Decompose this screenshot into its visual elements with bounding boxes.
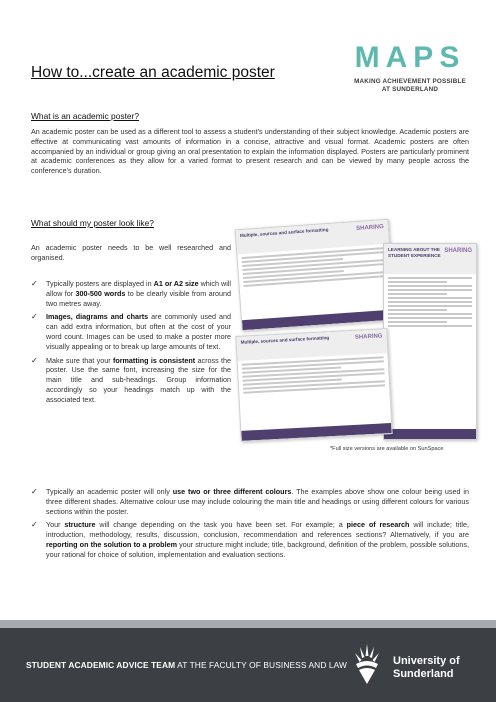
list-item: ✓ Typically an academic poster will only use two or three different colours. The examples above show one colour being used in three different shades. Alternative colour use may include colouring the main title and headings or using different colours for various sections within the poster. <box>31 487 469 516</box>
example-poster-thumbnail: LEARNING ABOUT THE STUDENT EXPERIENCE SHARING <box>383 243 477 440</box>
maps-logo-tagline <box>346 78 474 94</box>
checkmark-icon: ✓ <box>31 279 38 288</box>
university-emblem-icon <box>352 642 382 686</box>
footer-team-label: STUDENT ACADEMIC ADVICE TEAM AT THE FACULTY OF BUSINESS AND LAW <box>26 660 348 670</box>
section1-heading: What is an academic poster? <box>31 111 139 121</box>
maps-logo <box>346 40 474 94</box>
page-title: How to...create an academic poster <box>31 64 275 81</box>
guideline-list <box>31 279 231 409</box>
full-size-note: *Full size versions are available on SunSpace <box>330 446 444 452</box>
checkmark-icon: ✓ <box>31 520 38 530</box>
list-item: ✓ Typically posters are displayed in A1 or A2 size which will allow for 300-500 words to be clearly visible from around two metres away. <box>31 279 232 308</box>
university-name: University of Sunderland <box>393 655 460 680</box>
list-item: ✓ Make sure that your formatting is consistent across the poster. Use the same font, increasing the size for the main title and sub-headings. Group information accordingly so your headings match up with the associated text. <box>31 355 232 404</box>
checkmark-icon: ✓ <box>31 312 38 322</box>
list-item: ✓ Your structure will change depending on the task you have been set. For example; a piece of research will include; title, introduction, methodology, results, discussion, conclusion, recommendation and references sections? Alternatively, if you are reporting on the solution to a problem your structure might include; title, background, definition of the problem, possible solutions, your rational for choice of solution, implementation and evaluation sections. <box>31 520 470 559</box>
example-poster-thumbnail: Multiple, sources and surface formatting SHARING <box>235 328 392 442</box>
maps-logo-wordmark: MAPS <box>354 41 466 74</box>
maps-tagline-line1: MAKING ACHIEVEMENT POSSIBLE <box>354 78 466 85</box>
checkmark-icon: ✓ <box>31 487 38 496</box>
guideline-list-full-width <box>31 487 469 564</box>
section1-body: An academic poster can be used as a different tool to assess a student’s understanding of their subject knowledge. Academic posters are effective at communicating vast amounts of information in a concise, attractive and visual format. Academic posters are often accompanied by an individual or group giving an oral presentation to explain the information displayed. Posters are particularly prominent at academic conferences as they allow for a varied format to present research and can be viewed by many people across the conference’s duration. <box>31 127 469 176</box>
example-poster-thumbnail: Multiple, sources and surface formatting SHARING <box>235 219 396 331</box>
list-item: ✓ Images, diagrams and charts are commonly used and can add extra information, but often at the cost of your word count. Images can be used to make a poster more visually appealing or to break up large amounts of text. <box>31 312 231 351</box>
section2-intro: An academic poster needs to be well researched and organised. <box>31 243 231 262</box>
checkmark-icon: ✓ <box>31 355 38 365</box>
section2-heading: What should my poster look like? <box>31 218 154 228</box>
footer-stripe <box>0 620 496 628</box>
maps-tagline-line2: AT SUNDERLAND <box>381 86 439 93</box>
